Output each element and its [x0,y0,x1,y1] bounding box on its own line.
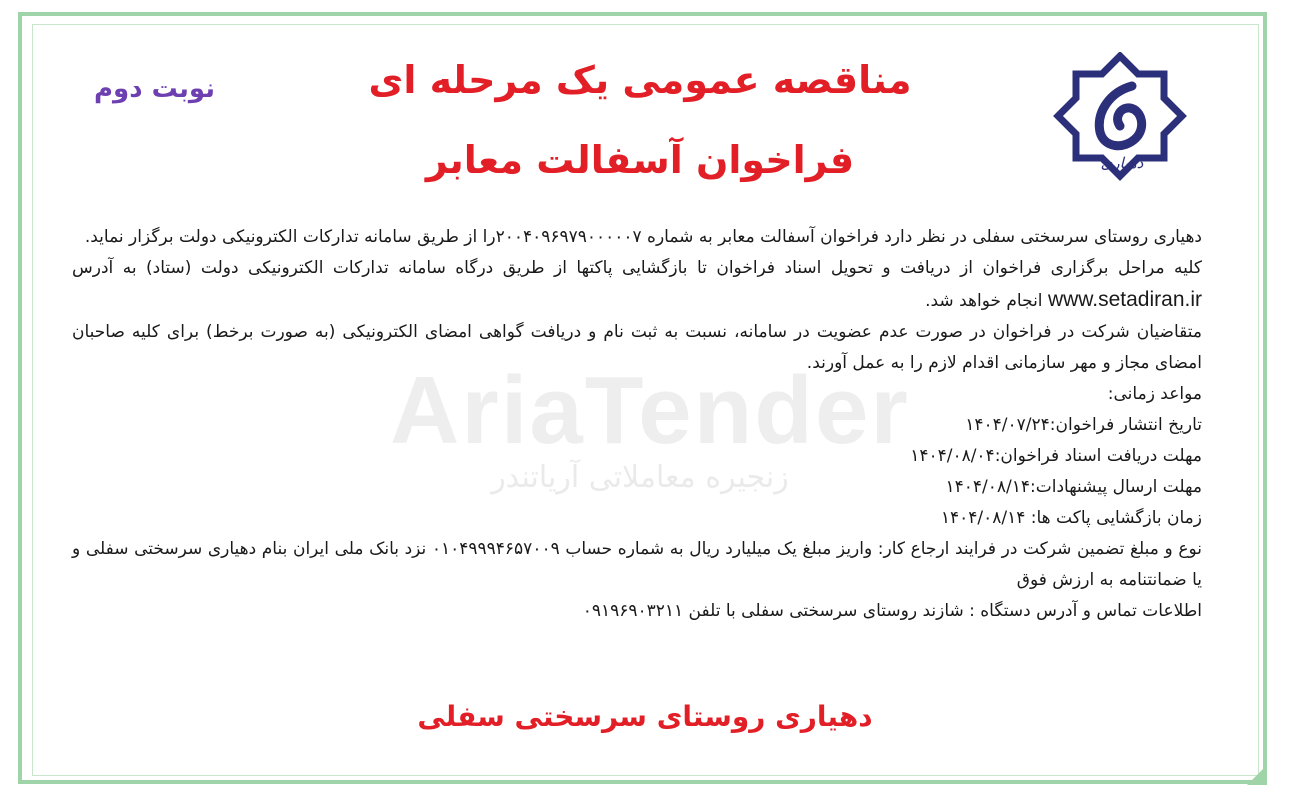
logo-text: دهیاری [1100,154,1144,172]
round-label: نوبت دوم [94,74,215,104]
signature: دهیاری روستای سرسختی سفلی [417,700,873,733]
dehyari-logo [1050,52,1190,182]
schedule-item: تاریخ انتشار فراخوان:۱۴۰۴/۰۷/۲۴ [965,415,1202,435]
watermark-brand: AriaTender [390,357,910,464]
paragraph-contact: اطلاعات تماس و آدرس دستگاه : شازند روستای سرسختی سفلی با تلفن ۰۹۱۹۶۹۰۳۲۱۱ [582,601,1202,621]
paragraph-stages [72,253,1224,317]
notice-subtitle: فراخوان آسفالت معابر [425,138,855,182]
paragraph-intro: دهیاری روستای سرسختی سفلی در نظر دارد فراخوان آسفالت معابر به شماره ۲۰۰۴۰۹۶۹۷۹۰۰۰۰۰۷را از طریق سامانه تدارکات الکترونیکی دولت برگزار نماید. [84,227,1202,247]
watermark-subtitle: زنجیره معاملاتی آریاتندر [491,460,789,495]
schedule-heading: مواعد زمانی: [1107,384,1202,404]
stages-text: کلیه مراحل برگزاری فراخوان از دریافت و تحویل اسناد فراخوان تا بازگشایی پاکتها از طریق درگاه سامانه تدارکات الکترونیکی دولت (ستاد) به آدرس [72,258,1202,278]
paragraph-applicants: متقاضیان شرکت در فراخوان در صورت عدم عضویت در سامانه، نسبت به ثبت نام و دریافت گواهی امضای الکترونیکی (به صورت برخط) برای کلیه صاحبان امضای مجاز و مهر سازمانی اقدام لازم را به عمل آورند. [72,322,1202,373]
paragraph-guarantee: نوع و مبلغ تضمین شرکت در فرایند ارجاع کار: واریز مبلغ یک میلیارد ریال به شماره حساب ۰۱۰۴۹۹۹۴۶۵۷۰۰۹ نزد بانک ملی ایران بنام دهیاری سرسختی سفلی و یا ضمانتنامه به ارزش فوق [72,539,1202,590]
notice-body [72,222,1224,627]
setadiran-link[interactable]: www.setadiran.ir [1047,288,1202,311]
stages-text-end: انجام خواهد شد. [925,291,1048,311]
notice-title: مناقصه عمومی یک مرحله ای [368,58,912,102]
schedule-item: مهلت دریافت اسناد فراخوان:۱۴۰۴/۰۸/۰۴ [910,446,1202,466]
schedule-item: مهلت ارسال پیشنهادات:۱۴۰۴/۰۸/۱۴ [945,477,1202,497]
schedule-item: زمان بازگشایی پاکت ها: ۱۴۰۴/۰۸/۱۴ [940,508,1202,528]
